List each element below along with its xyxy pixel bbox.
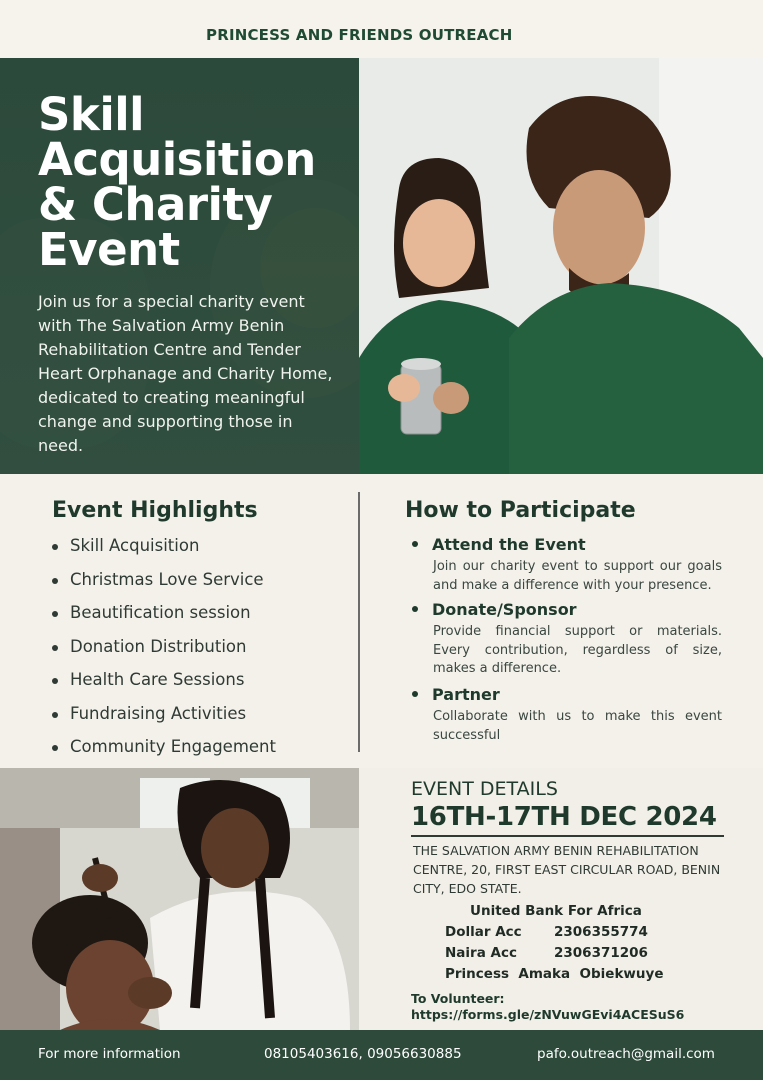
list-item: Donation Distribution <box>52 637 276 671</box>
hair-braiding-photo <box>0 768 359 1030</box>
footer-info-label: For more information <box>38 1046 181 1062</box>
org-name: PRINCESS AND FRIENDS OUTREACH <box>206 26 513 44</box>
footer-phones[interactable]: 08105403616, 09056630885 <box>264 1046 462 1062</box>
org-header <box>0 0 763 58</box>
highlights-title: Event Highlights <box>52 498 258 523</box>
participate-text: Collaborate with us to make this event successful <box>433 709 722 743</box>
list-item: Beautification session <box>52 603 276 637</box>
dollar-acc-number: 2306355774 <box>554 924 648 940</box>
participate-item-partner <box>410 685 722 745</box>
event-date: 16TH-17TH DEC 2024 <box>411 802 717 832</box>
event-description: Join us for a special charity event with The Salvation Army Benin Rehabilitation Centre and Tender Heart Orphanage and Charity Home, dedicated to creating meaningful change and supporting those in need. <box>38 292 333 455</box>
footer <box>0 1030 763 1080</box>
hero-photo <box>359 58 763 474</box>
participate-text: Provide financial support or materials. Every contribution, regardless of size, makes a difference. <box>433 624 722 676</box>
participate-heading: Donate/Sponsor <box>410 600 722 619</box>
list-item: Community Engagement <box>52 737 276 771</box>
list-item: Fundraising Activities <box>52 704 276 738</box>
bank-name: United Bank For Africa <box>470 903 642 919</box>
participate-text: Join our charity event to support our goals and make a difference with your presence. <box>433 559 722 593</box>
participate-item-donate <box>410 600 722 679</box>
account-name: Princess Amaka Obiekwuye <box>445 966 664 982</box>
event-venue: THE SALVATION ARMY BENIN REHABILITATION CENTRE, 20, FIRST EAST CIRCULAR ROAD, BENIN CITY, EDO STATE. <box>413 843 721 896</box>
column-divider <box>358 492 360 752</box>
event-title: Skill Acquisition & Charity Event <box>38 88 316 276</box>
naira-acc-label: Naira Acc <box>445 945 517 961</box>
volunteer-block <box>411 991 684 1023</box>
event-details-label: EVENT DETAILS <box>411 778 558 800</box>
list-item: Christmas Love Service <box>52 570 276 604</box>
highlights-list <box>52 536 276 771</box>
bank-details <box>445 901 663 985</box>
footer-email[interactable]: pafo.outreach@gmail.com <box>537 1046 715 1062</box>
volunteer-link[interactable]: https://forms.gle/zNVuwGEvi4ACESuS6 <box>411 1007 685 1022</box>
volunteer-label: To Volunteer: <box>411 991 505 1006</box>
participate-item-attend <box>410 535 722 595</box>
list-item: Skill Acquisition <box>52 536 276 570</box>
participate-heading: Partner <box>410 685 722 704</box>
dollar-acc-label: Dollar Acc <box>445 924 522 940</box>
participate-heading: Attend the Event <box>410 535 722 554</box>
details-rule <box>411 835 724 837</box>
participate-title: How to Participate <box>405 498 636 523</box>
list-item: Health Care Sessions <box>52 670 276 704</box>
naira-acc-number: 2306371206 <box>554 945 648 961</box>
